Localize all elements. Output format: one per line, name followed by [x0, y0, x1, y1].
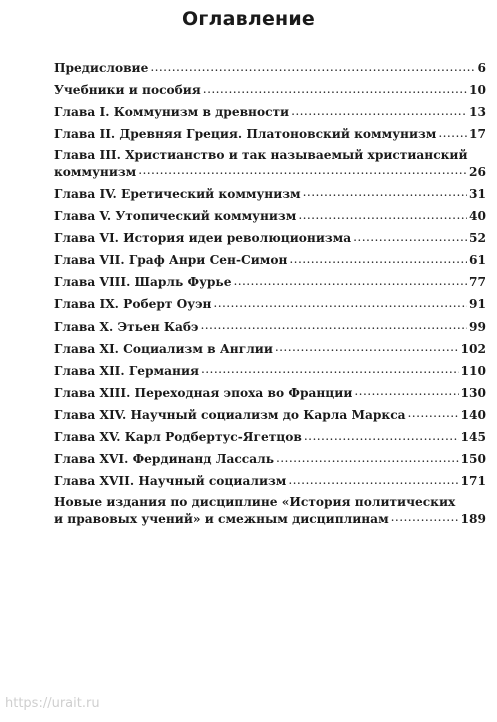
toc-entry-page: 110 — [460, 363, 486, 378]
toc-entry-title: Глава II. Древняя Греция. Платоновский коммунизм — [54, 127, 437, 142]
toc-entry-page: 91 — [469, 297, 486, 312]
toc-entry-page: 189 — [460, 511, 486, 526]
leader-dots — [276, 451, 459, 463]
leader-dots — [391, 511, 459, 523]
watermark-url: https://urait.ru — [5, 696, 100, 711]
leader-dots — [408, 407, 459, 419]
toc-entry[interactable] — [54, 296, 486, 313]
toc-entry-page: 130 — [460, 385, 486, 400]
toc-entry-page: 52 — [469, 231, 486, 246]
toc-entry-title: Глава I. Коммунизм в древности — [54, 105, 290, 120]
toc-entry-title: Глава XIII. Переходная эпоха во Франции — [54, 385, 353, 400]
toc-entry-page: 10 — [469, 83, 486, 98]
leader-dots — [200, 319, 467, 331]
leader-dots — [438, 126, 467, 138]
toc-entry-page: 102 — [460, 341, 486, 356]
toc-entry[interactable] — [54, 385, 486, 402]
toc-entry[interactable] — [54, 473, 486, 490]
toc-entry-title-line1: Глава III. Христианство и так называемый христианский — [54, 148, 468, 163]
toc-entry-title: Глава VI. История идеи революционизма — [54, 231, 352, 246]
toc-entry-page: 6 — [477, 61, 486, 75]
toc-entry[interactable] — [54, 363, 486, 380]
toc-entry-title: и правовых учений» и смежным дисциплинам — [54, 511, 389, 526]
toc-entry[interactable] — [54, 104, 486, 121]
toc-entry[interactable] — [54, 186, 486, 203]
toc-entry-title: Глава VIII. Шарль Фурье — [54, 275, 232, 290]
leader-dots — [289, 252, 467, 264]
page-title: Оглавление — [182, 8, 315, 30]
toc-entry-title: Глава XVI. Фердинанд Лассаль — [54, 452, 274, 467]
toc-entry[interactable] — [54, 319, 486, 336]
toc-entry-page: 40 — [469, 209, 486, 224]
leader-dots — [201, 363, 459, 375]
toc-entry-title: Глава X. Этьен Кабэ — [54, 319, 199, 334]
toc-entry[interactable] — [54, 274, 486, 291]
leader-dots — [304, 429, 459, 441]
toc-entry-page: 26 — [469, 164, 486, 179]
toc-entry-page: 13 — [469, 105, 486, 120]
toc-entry-page: 145 — [460, 430, 486, 444]
toc-entry-page: 171 — [460, 474, 486, 489]
toc-entry-title: Глава V. Утопический коммунизм — [54, 209, 297, 224]
toc-entry-title: Глава XIV. Научный социализм до Карла Маркса — [54, 407, 406, 422]
toc-entry-page: 140 — [460, 407, 486, 422]
leader-dots — [213, 296, 467, 308]
toc-entry-title: Глава XV. Карл Родбертус-Ягетцов — [54, 430, 302, 444]
toc-entry-title: Глава IX. Роберт Оуэн — [54, 297, 212, 312]
toc-entry-page: 61 — [469, 253, 486, 268]
toc-entry[interactable] — [54, 495, 486, 527]
leader-dots — [353, 230, 467, 242]
table-of-contents — [54, 60, 486, 533]
toc-entry-title: коммунизм — [54, 164, 137, 179]
toc-entry-title: Глава XI. Социализм в Англии — [54, 341, 273, 356]
toc-entry-title: Глава XVII. Научный социализм — [54, 474, 287, 489]
toc-entry[interactable] — [54, 341, 486, 358]
toc-entry-page: 150 — [460, 452, 486, 467]
leader-dots — [303, 186, 467, 198]
toc-entry[interactable] — [54, 208, 486, 225]
toc-entry-page: 99 — [469, 319, 486, 334]
toc-entry-title: Глава VII. Граф Анри Сен-Симон — [54, 253, 288, 268]
toc-entry[interactable] — [54, 451, 486, 468]
leader-dots — [298, 208, 467, 220]
toc-entry-title: Учебники и пособия — [54, 83, 201, 98]
toc-entry-title: Глава XII. Германия — [54, 363, 199, 378]
leader-dots — [138, 164, 467, 176]
toc-entry[interactable] — [54, 148, 486, 180]
toc-entry-page: 17 — [469, 127, 486, 142]
toc-entry-title-line1: Новые издания по дисциплине «История политических — [54, 495, 456, 510]
toc-entry[interactable] — [54, 60, 486, 77]
toc-entry-title: Глава IV. Еретический коммунизм — [54, 186, 301, 201]
toc-entry[interactable] — [54, 126, 486, 143]
leader-dots — [233, 274, 467, 286]
toc-entry[interactable] — [54, 407, 486, 424]
leader-dots — [203, 82, 467, 94]
leader-dots — [354, 385, 458, 397]
toc-entry-title: Предисловие — [54, 61, 149, 75]
toc-entry[interactable] — [54, 230, 486, 247]
toc-entry-page: 31 — [469, 186, 486, 201]
toc-entry[interactable] — [54, 82, 486, 99]
toc-entry[interactable] — [54, 429, 486, 446]
toc-entry[interactable] — [54, 252, 486, 269]
leader-dots — [275, 341, 459, 353]
leader-dots — [288, 473, 458, 485]
leader-dots — [150, 60, 475, 72]
toc-entry-page: 77 — [469, 275, 486, 290]
leader-dots — [291, 104, 467, 116]
